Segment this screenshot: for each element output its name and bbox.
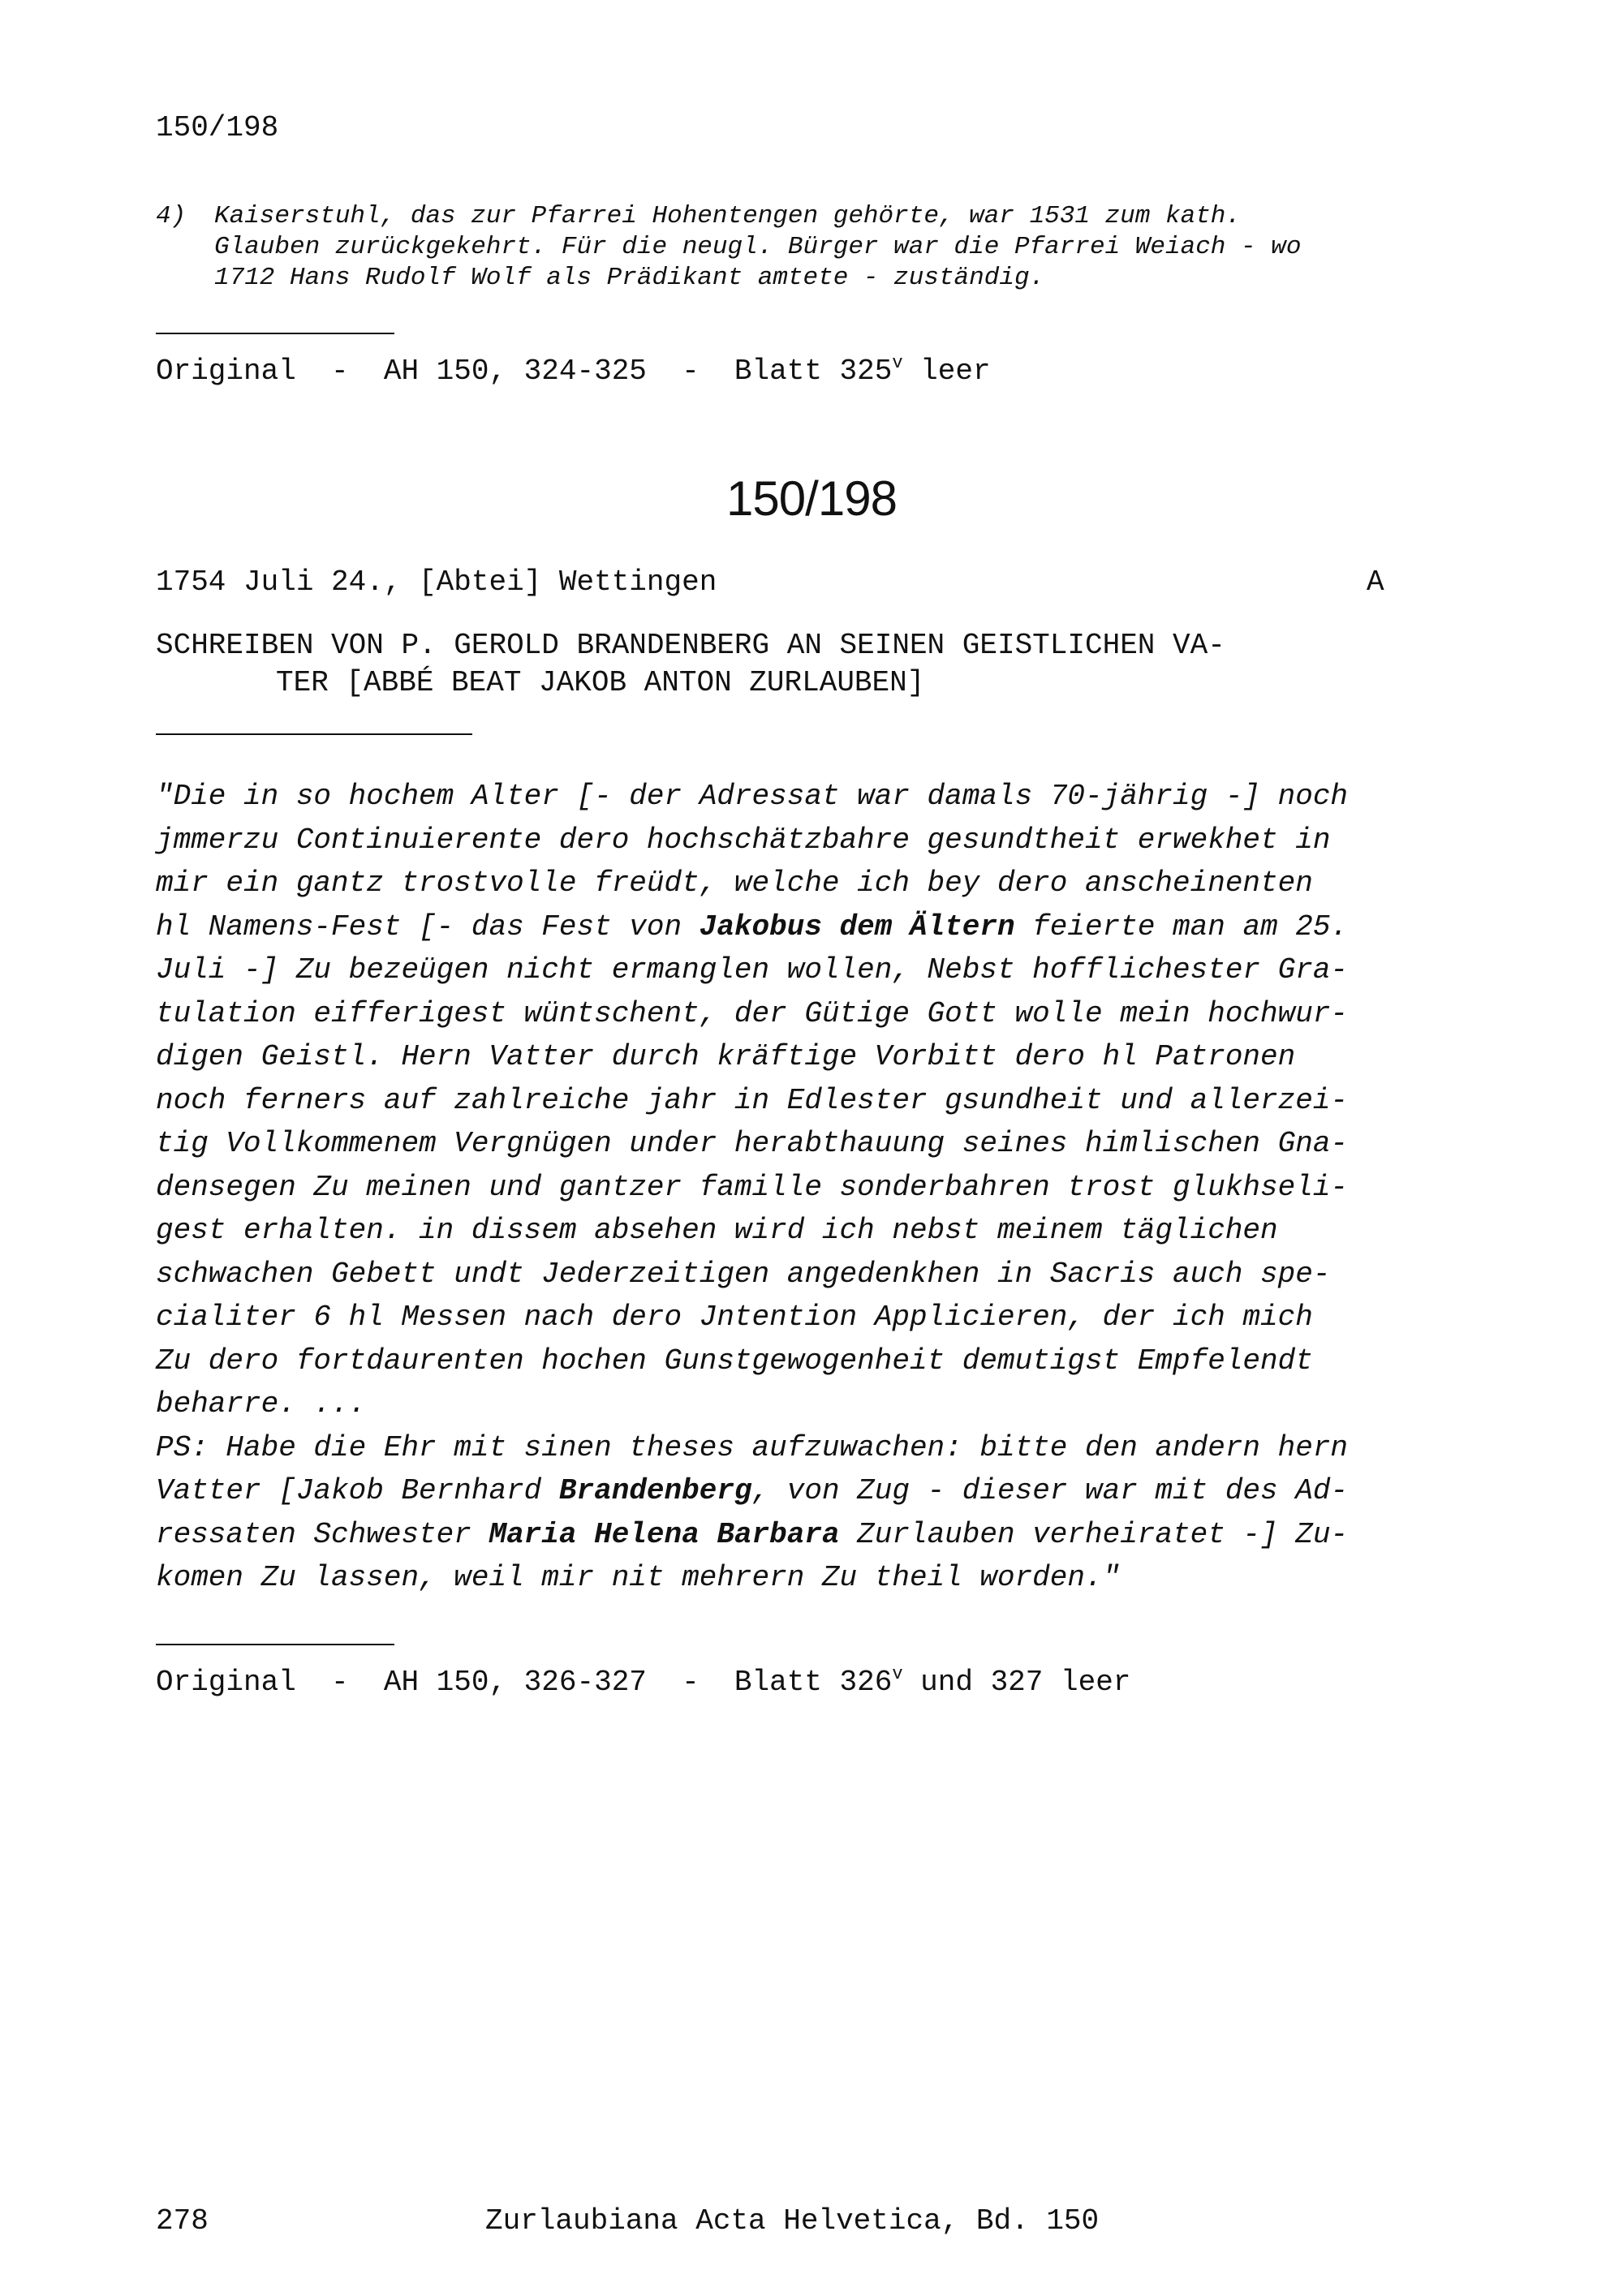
quote-line: beharre. ... (156, 1387, 367, 1421)
document-type-letter: A (1367, 565, 1384, 599)
footnote-line: Glauben zurückgekehrt. Für die neugl. Bürger war die Pfarrei Weiach - wo (214, 233, 1302, 261)
quote-line: komen Zu lassen, weil mir nit mehrern Zu theil worden." (156, 1561, 1121, 1594)
quote-line: mir ein gantz trostvolle freüdt, welche ich bey dero anscheinenten (156, 866, 1313, 900)
document-heading-continuation: TER [ABBÉ BEAT JAKOB ANTON ZURLAUBEN] (276, 666, 925, 699)
quote-line: noch ferners auf zahlreiche jahr in Edlester gsundheit und allerzei- (156, 1084, 1349, 1117)
quote-line: Zu dero fortdaurenten hochen Gunstgewogenheit demutigst Empfelendt (156, 1344, 1313, 1378)
quote-line: tulation eifferigest wüntschent, der Gütige Gott wolle mein hochwur- (156, 997, 1349, 1030)
document-number: 150/198 (726, 471, 897, 526)
footnote-line: Kaiserstuhl, das zur Pfarrei Hohentengen gehörte, war 1531 zum kath. (214, 202, 1242, 230)
quote-line: "Die in so hochem Alter [- der Adressat war damals 70-jährig -] noch (156, 780, 1349, 813)
verso-marker: v (892, 353, 903, 373)
page-number: 278 (156, 2204, 209, 2238)
quote-text: hl Namens-Fest [- das Fest von (156, 910, 700, 944)
quote-line (156, 1475, 1348, 1507)
quote-line: cialiter 6 hl Messen nach dero Jntention Applicieren, der ich mich (156, 1301, 1313, 1334)
document-date-place: 1754 Juli 24., [Abtei] Wettingen (156, 565, 717, 599)
source-note (156, 355, 991, 391)
quote-emphasis: Maria Helena Barbara (489, 1518, 840, 1551)
quote-line: densegen Zu meinen und gantzer famille sonderbahren trost glukhseli- (156, 1171, 1349, 1204)
quote-text: Vatter [Jakob Bernhard (156, 1474, 559, 1507)
footnote-number: 4) (156, 202, 187, 230)
footnote-line: 1712 Hans Rudolf Wolf als Prädikant amtete - zuständig. (214, 264, 1045, 292)
verso-marker: v (892, 1664, 903, 1684)
quote-emphasis: Jakobus dem Ältern (699, 910, 1015, 944)
quote-emphasis: Brandenberg (558, 1474, 752, 1507)
quote-text: Zurlauben verheiratet -] Zu- (839, 1518, 1349, 1551)
quote-line: digen Geistl. Hern Vatter durch kräftige Vorbitt dero hl Patronen (156, 1040, 1296, 1073)
quote-line: jmmerzu Continuierente dero hochschätzbahre gesundtheit erwekhet in (156, 823, 1331, 857)
source-note-text: leer (902, 355, 991, 388)
source-note-text: Original - AH 150, 326-327 - Blatt 326 (156, 1666, 893, 1699)
quote-line (156, 911, 1348, 944)
separator-rule (156, 333, 394, 334)
source-note-text: und 327 leer (902, 1666, 1131, 1699)
quote-line: Juli -] Zu bezeügen nicht ermanglen wollen, Nebst hofflichester Gra- (156, 953, 1349, 987)
source-note (156, 1666, 1130, 1702)
series-title: Zurlaubiana Acta Helvetica, Bd. 150 (485, 2204, 1100, 2238)
separator-rule (156, 733, 472, 735)
separator-rule (156, 1644, 394, 1645)
quote-line: gest erhalten. in dissem absehen wird ich nebst meinem täglichen (156, 1214, 1278, 1247)
document-heading: SCHREIBEN VON P. GEROLD BRANDENBERG AN SEINEN GEISTLICHEN VA- (156, 629, 1225, 662)
quote-line (156, 1519, 1348, 1551)
quote-text: ressaten Schwester (156, 1518, 489, 1551)
quote-line: schwachen Gebett undt Jederzeitigen angedenkhen in Sacris auch spe- (156, 1258, 1331, 1291)
quote-text: feierte man am 25. (1014, 910, 1349, 944)
quote-line: tig Vollkommenem Vergnügen under herabthauung seines himlischen Gna- (156, 1127, 1349, 1160)
source-note-text: Original - AH 150, 324-325 - Blatt 325 (156, 355, 893, 388)
running-head: 150/198 (156, 111, 279, 144)
quote-text: , von Zug - dieser war mit des Ad- (751, 1474, 1349, 1507)
quote-line: PS: Habe die Ehr mit sinen theses aufzuwachen: bitte den andern hern (156, 1431, 1349, 1464)
